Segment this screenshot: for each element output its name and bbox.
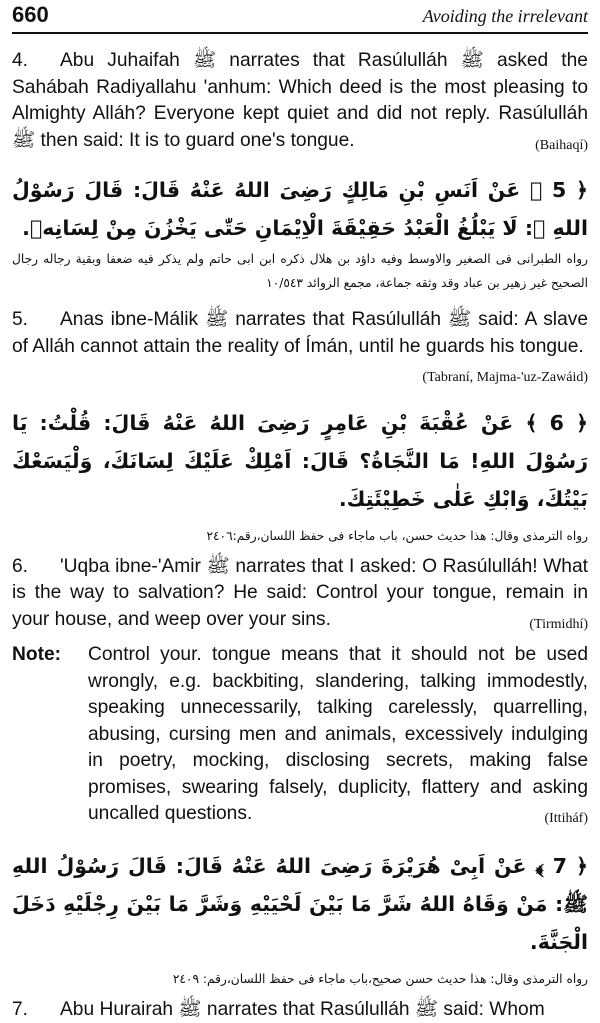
- hadith-7-arabic: [12, 847, 588, 961]
- hadith-6-reference: رواه الترمذى وقال: هذا حديث حسن، باب ماجاء فى حفظ اللسان،رقم:٢٤٠٦: [12, 524, 588, 548]
- hadith-text: Anas ibne-Málik ﷺ narrates that Rasúlulláh ﷺ said: A slave of Alláh cannot attain the reality of Ímán, until he guards his tongue.: [12, 309, 588, 357]
- hadith-4-translation: [12, 48, 588, 159]
- note-label: Note:: [12, 642, 88, 833]
- arabic-text: عَنْ اَبِىْ هُرَيْرَةَ رَضِىَ اللهُ عَنْهُ قَالَ: قَالَ رَسُوْلُ اللهِ ﷺ: مَنْ وَقَاهُ اللهُ شَرَّ مَا بَيْنَ لَحْيَيْهِ وَشَرَّ مَا بَيْنَ رِجْلَيْهِ دَخَلَ الْجَنَّةَ.: [12, 854, 588, 954]
- hadith-5-reference: رواه الطبرانى فى الصغير والاوسط وفيه داؤد بن هلال ذكره ابن ابى حاتم ولم يذكر فيه ضعفا وبقية رجاله رجال الصحيح غير زهير بن عباد وقد وثقه جماعة، مجمع الزوائد ١٠/٥٤٣: [12, 247, 588, 295]
- hadith-text: Abu Hurairah ﷺ narrates that Rasúlulláh ﷺ said: Whom: [60, 999, 545, 1020]
- hadith-number: 4.: [12, 48, 60, 75]
- hadith-ornament: ﴿ 6 ﴾: [525, 411, 588, 435]
- page-number: 660: [12, 2, 49, 28]
- arabic-text: عَنْ عُقْبَةَ بْنِ عَامِرٍ رَضِىَ اللهُ عَنْهُ قَالَ: قُلْتُ: يَا رَسُوْلَ اللهِ! مَا النَّجَاةُ؟ قَالَ: اَمْلِكْ عَلَيْكَ لِسَانَكَ، وَلْيَسَعْكَ بَيْتُكَ، وَابْكِ عَلٰى خَطِيْئَتِكَ.: [12, 411, 588, 511]
- hadith-7-reference: رواه الترمذى وقال: هذا حديث حسن صحيح،باب ماجاء فى حفظ اللسان،رقم: ٢٤٠٩: [12, 967, 588, 991]
- page-header: [12, 0, 588, 34]
- note-body: [88, 642, 588, 833]
- hadith-number: 6.: [12, 554, 60, 581]
- hadith-5-translation: [12, 307, 588, 392]
- note-source: (Ittiháf): [544, 806, 588, 833]
- hadith-6-arabic: [12, 404, 588, 518]
- hadith-7-translation: [12, 997, 588, 1023]
- hadith-source: (Tabraní, Majma-'uz-Zawáid): [422, 365, 588, 392]
- running-title: Avoiding the irrelevant: [423, 6, 588, 27]
- note-block: [12, 642, 588, 833]
- hadith-ornament: ﴿ 5 ﴾: [530, 178, 588, 202]
- hadith-number: 5.: [12, 307, 60, 334]
- hadith-text: Abu Juhaifah ﷺ narrates that Rasúlulláh ﷺ asked the Sahábah Radiyallahu 'anhum: Which deed is the most pleasing to Almighty Alláh? Everyone kept quiet and did not reply. Rasúlulláh ﷺ then said: It is to guard one's tongue.: [12, 50, 588, 151]
- hadith-6-translation: [12, 554, 588, 639]
- hadith-ornament: ﴿ 7 ﴾: [535, 854, 588, 878]
- hadith-text: 'Uqba ibne-'Amir ﷺ narrates that I asked: O Rasúlulláh! What is the way to salvation? He said: Control your tongue, remain in your house, and weep over your sins.: [12, 556, 588, 630]
- hadith-number: 7.: [12, 997, 60, 1023]
- note-text: Control your. tongue means that it should not be used wrongly, e.g. backbiting, slandering, talking immodestly, speaking unnecessarily, talking carelessly, quarrelling, abusing, cursing men and animals, excessively indulging in poetry, mocking, disclosing secrets, making false promises, swearing falsely, duplicity, flattery and asking uncalled questions.: [88, 644, 588, 824]
- hadith-5-arabic: [12, 171, 588, 247]
- hadith-source: (Baihaqí): [535, 133, 588, 160]
- hadith-source: (Tirmidhí): [529, 612, 588, 639]
- arabic-text: عَنْ اَنَسِ بْنِ مَالِكٍ رَضِىَ اللهُ عَنْهُ قَالَ: قَالَ رَسُوْلُ اللهِ ﷺ: لَا يَبْلُغُ الْعَبْدُ حَقِيْقَةَ الْاِيْمَانِ حَتّٰى يَخْزُنَ مِنْ لِسَانِهٖ.: [12, 178, 588, 240]
